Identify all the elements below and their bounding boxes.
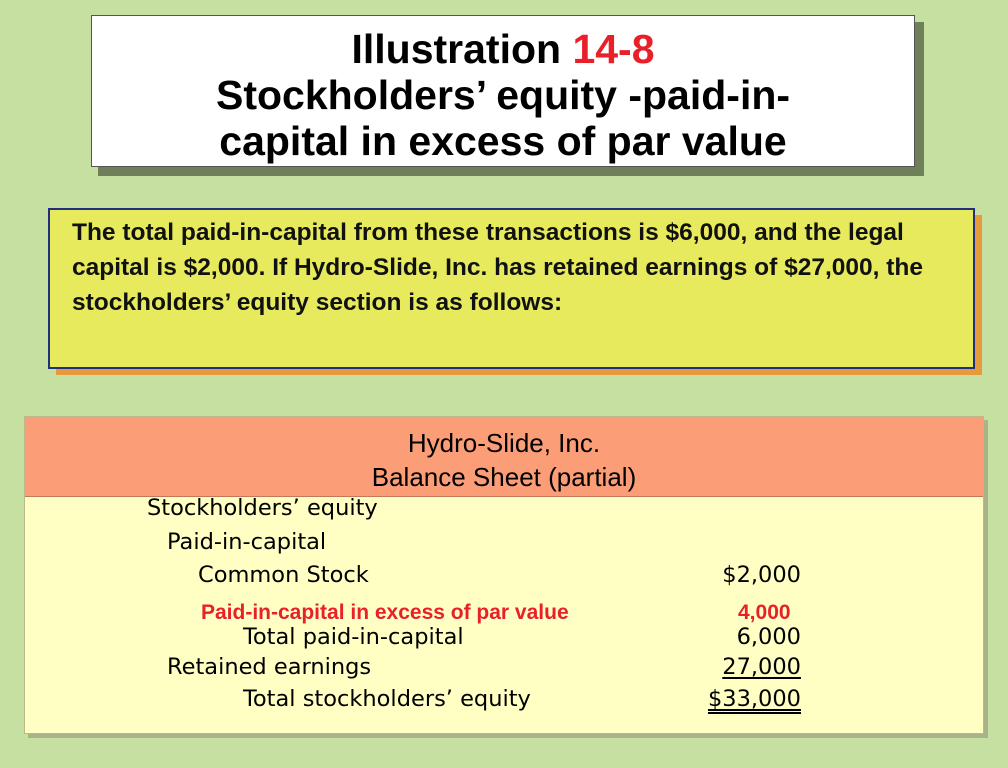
retained-earnings-label: Retained earnings [167, 654, 372, 680]
title-line-1 [92, 26, 914, 72]
sheet-subtitle: Balance Sheet (partial) [371, 462, 637, 492]
retained-earnings-amount: 27,000 [722, 654, 801, 680]
total-equity-label: Total stockholders’ equity [243, 686, 531, 712]
intro-text: The total paid-in-capital from these transactions is $6,000, and the legal capital is $2,000. If Hydro-Slide, Inc. has retained earnings of $27,000, the stockholders’ equity section is as follows: [72, 219, 924, 316]
common-stock-label: Common Stock [198, 562, 369, 588]
stockholders-equity-heading: Stockholders’ equity [147, 495, 378, 521]
title-box [91, 15, 915, 167]
balance-sheet-header [25, 417, 983, 497]
company-name: Hydro-Slide, Inc. [407, 428, 601, 458]
total-paid-in-amount: 6,000 [736, 624, 801, 650]
title-line-2: Stockholders’ equity -paid-in- [215, 72, 791, 118]
intro-box [48, 208, 975, 369]
common-stock-amount: $2,000 [722, 562, 801, 588]
title-line-3: capital in excess of par value [219, 118, 787, 164]
excess-par-label: Paid-in-capital in excess of par value [201, 601, 569, 624]
illustration-number: 14-8 [572, 26, 655, 72]
paid-in-capital-heading: Paid-in-capital [167, 529, 327, 555]
total-equity-amount: $33,000 [707, 686, 801, 712]
balance-sheet-panel [24, 416, 984, 734]
total-paid-in-label: Total paid-in-capital [243, 624, 464, 650]
title-prefix: Illustration [351, 26, 573, 72]
excess-par-amount: 4,000 [738, 601, 791, 624]
